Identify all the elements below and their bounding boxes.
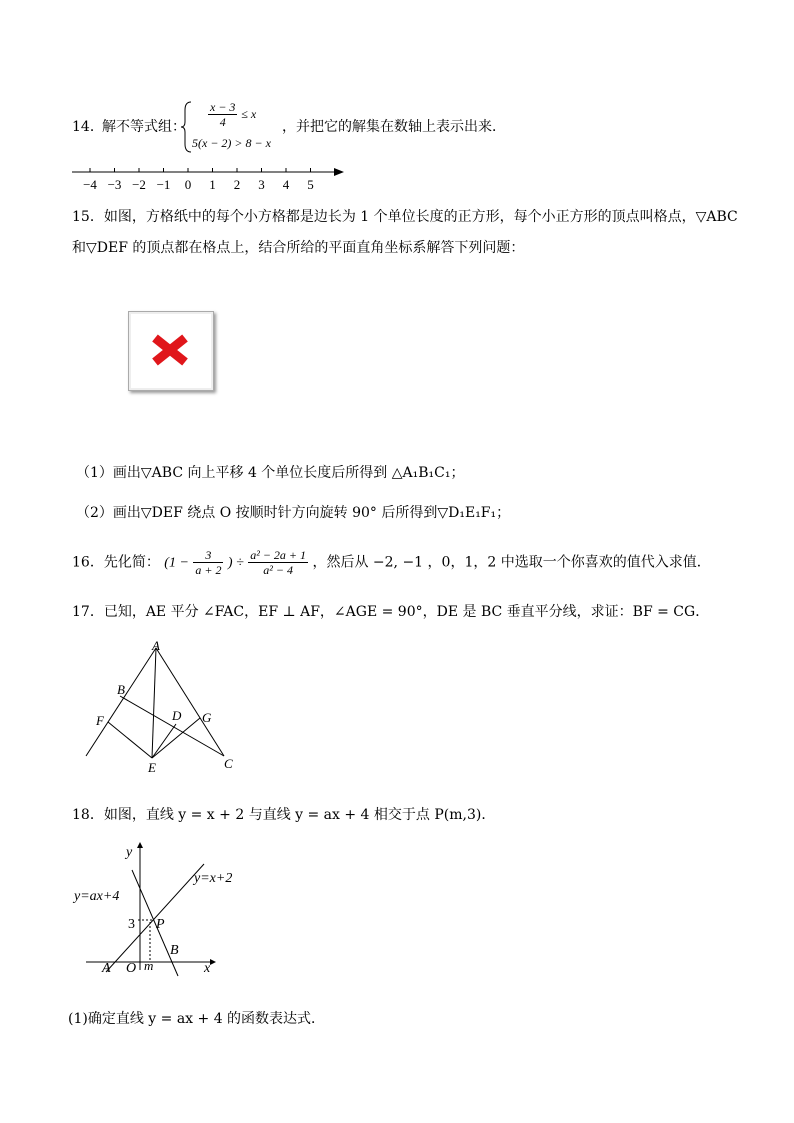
q14-number: 14． xyxy=(72,119,104,135)
q15-line2: 和▽DEF 的顶点都在格点上，结合所给的平面直角坐标系解答下列问题： xyxy=(72,240,525,256)
label-three: 3 xyxy=(128,917,135,932)
number-line-label: −4 xyxy=(83,177,97,192)
q14-number-line xyxy=(70,160,350,196)
q17-figure xyxy=(84,638,244,774)
q15-line1 xyxy=(72,208,738,226)
label-C: C xyxy=(224,756,233,771)
q16-suffix: ，然后从 −2, −1 ，0，1，2 中选取一个你喜欢的值代入求值． xyxy=(312,554,711,571)
number-line-label: 2 xyxy=(233,177,241,192)
q15-sub2: （2）画出▽DEF 绕点 O 按顺时针方向旋转 90° 后所得到▽D₁E₁F₁； xyxy=(76,505,511,521)
label-x-axis: x xyxy=(204,961,211,976)
q14-ineq1-denominator: 4 xyxy=(219,115,226,129)
label-B: B xyxy=(117,682,125,697)
broken-image-placeholder xyxy=(128,311,214,391)
q16-frac2-denominator: a² − 4 xyxy=(263,563,293,577)
q16-line xyxy=(72,548,711,577)
label-E: E xyxy=(148,760,156,774)
q14-ineq1 xyxy=(208,100,256,129)
q14-prefix: 解不等式组： xyxy=(102,119,186,135)
label-G: G xyxy=(202,710,212,725)
label-B: B xyxy=(170,943,179,958)
q16-number: 16． xyxy=(72,554,104,571)
label-y-axis: y xyxy=(126,845,133,860)
q16-frac2-numerator: a² − 2a + 1 xyxy=(250,548,307,562)
number-line-label: −1 xyxy=(156,177,171,192)
label-A: A xyxy=(152,638,160,653)
q14-ineq2: 5(x − 2) > 8 − x xyxy=(192,136,271,150)
q18-sub1: (1)确定直线 y = ax + 4 的函数表达式． xyxy=(68,1011,326,1027)
q15-text1: 如图，方格纸中的每个小方格都是边长为 1 个单位长度的正方形，每个小正方形的顶点叫格点，▽ABC xyxy=(103,209,738,225)
q16-frac1-denominator: a + 2 xyxy=(195,563,222,577)
number-line-label: 1 xyxy=(209,177,216,192)
label-m: m xyxy=(144,958,154,973)
q18-text: 18．如图，直线 y = x + 2 与直线 y = ax + 4 相交于点 P(m,3)． xyxy=(72,807,496,823)
q14-suffix: ，并把它的解集在数轴上表示出来． xyxy=(282,119,506,135)
q14-ineq1-rhs: ≤ x xyxy=(241,107,257,121)
q17-text: 17．已知，AE 平分 ∠FAC，EF ⊥ AF，∠AGE = 90°，DE 是 BC 垂直平分线，求证：BF = CG． xyxy=(72,604,710,620)
label-P: P xyxy=(156,917,165,932)
number-line-label: −2 xyxy=(132,177,146,192)
number-line-label: 5 xyxy=(307,177,314,192)
q15-number: 15． xyxy=(72,209,104,225)
label-O: O xyxy=(126,961,137,976)
broken-image-icon xyxy=(129,312,213,390)
q16-paren-open: (1 − xyxy=(164,555,189,571)
number-line-label: 0 xyxy=(184,177,192,192)
number-line-label: −3 xyxy=(107,177,122,192)
q18-figure xyxy=(70,842,250,978)
q16-paren-close: ) ÷ xyxy=(227,555,244,571)
label-line-x2: y=x+2 xyxy=(194,871,233,886)
label-D: D xyxy=(172,708,182,723)
q14-ineq1-numerator: x − 3 xyxy=(210,100,236,114)
q16-prefix: 先化简： xyxy=(103,554,160,571)
label-A: A xyxy=(102,961,111,976)
number-line-label: 3 xyxy=(258,177,265,192)
label-line-ax4: y=ax+4 xyxy=(74,889,120,904)
label-F: F xyxy=(96,713,104,728)
q15-sub1: （1）画出▽ABC 向上平移 4 个单位长度后所得到 △A₁B₁C₁； xyxy=(76,465,465,481)
number-line-label: 4 xyxy=(282,177,290,192)
q16-frac1-numerator: 3 xyxy=(193,548,223,563)
